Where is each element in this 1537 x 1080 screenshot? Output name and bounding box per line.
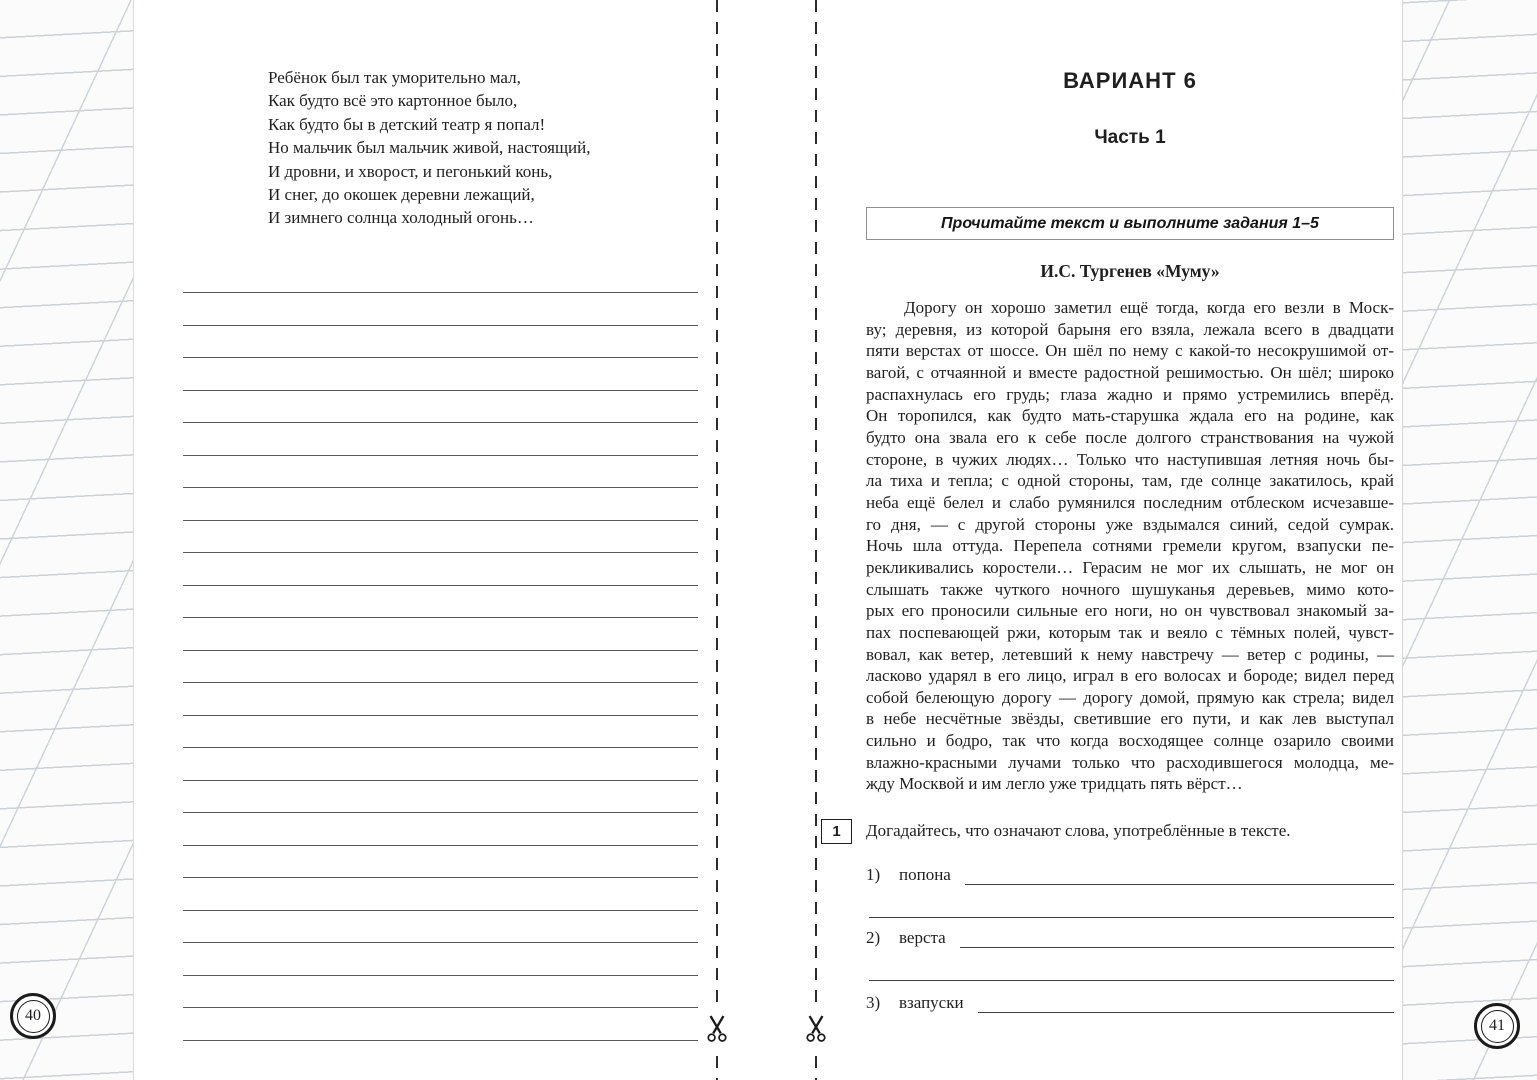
text-line: Дорогу он хорошо заметил ещё тогда, когда его везли в Моск- [904, 298, 1394, 317]
cut-dashed-line-left [716, 0, 718, 1080]
writing-line [183, 357, 698, 390]
task-item-1 [866, 861, 1394, 885]
task-item-word: взапуски [899, 993, 964, 1012]
text-line: Ночь шла оттуда. Перепела сотнями гремели кругом, взапуски пе- [866, 536, 1394, 556]
writing-line [183, 552, 698, 585]
text-line: собой белеющую дорогу — дорогу домой, прямую как стрела; видел [866, 687, 1394, 707]
writing-line [183, 1040, 698, 1073]
page-number-badge-left [10, 993, 56, 1039]
writing-line [183, 942, 698, 975]
writing-line [183, 650, 698, 683]
writing-line [183, 975, 698, 1008]
writing-line [183, 390, 698, 423]
task-number-box [821, 819, 852, 844]
text-line: Он торопился, как будто мать-старушка ждала его на родине, как [866, 406, 1394, 426]
writing-line [183, 715, 698, 748]
answer-blank-line [965, 860, 1394, 885]
poem-line: И зимнего солнца холодный огонь… [268, 208, 534, 228]
answer-blank-line [978, 988, 1394, 1013]
answer-blank-line [869, 980, 1394, 981]
answer-blank-line [869, 917, 1394, 918]
text-line: го дня, — с другой стороны уже вздымался синий, седой сумрак. [866, 514, 1394, 534]
part-title: Часть 1 [1094, 127, 1166, 148]
writing-line [183, 877, 698, 910]
writing-line [183, 455, 698, 488]
task-item-3 [866, 989, 1394, 1013]
writing-line [183, 585, 698, 618]
source-text-title: И.С. Тургенев «Муму» [1040, 261, 1220, 281]
text-line: пяти верстах от шоссе. Он шёл по нему с какой-то несокрушимой от- [866, 341, 1394, 361]
text-line: влажно-красными лучами только что расходившегося молодца, ме- [866, 752, 1394, 772]
writing-line [183, 520, 698, 553]
task-item-word: попона [899, 865, 951, 884]
task-item-number: 3) [866, 993, 881, 1012]
poem-line: Ребёнок был так уморительно мал, [268, 68, 521, 87]
writing-line [183, 682, 698, 715]
text-line: ласково ударял в его лицо, играл в его волосах и бороде; видел перед [866, 666, 1394, 686]
task-prompt: Догадайтесь, что означают слова, употреблённые в тексте. [866, 821, 1291, 840]
writing-line [183, 292, 698, 325]
page-number-badge-right [1474, 1003, 1520, 1049]
scissors-icon [802, 1012, 830, 1046]
writing-line [183, 617, 698, 650]
scissors-icon [703, 1012, 731, 1046]
poem-excerpt [268, 66, 590, 230]
poem-line: И дровни, и хворост, и пегонький конь, [268, 161, 553, 181]
text-line: рекликивались коростели… Герасим не мог их слышать, не мог он [866, 557, 1394, 577]
page-number-right: 41 [1481, 1010, 1514, 1043]
task-number: 1 [832, 823, 841, 840]
text-line: неба ещё белел и слабо румянился последним отблеском исчезавше- [866, 492, 1394, 512]
page-number-left: 40 [17, 1000, 50, 1033]
text-line: в небе несчётные звёзды, светившие его пути, и как лев выступал [866, 709, 1394, 729]
writing-line [183, 487, 698, 520]
writing-line [183, 845, 698, 878]
instruction-box [866, 207, 1394, 240]
text-line: распахнулась его грудь; глаза жадно и прямо устремились вперёд. [866, 384, 1394, 404]
instruction-text: Прочитайте текст и выполните задания 1–5 [941, 214, 1319, 232]
text-line: вовал, как ветер, летевший к нему навстречу — ветер с родины, — [866, 644, 1394, 664]
source-text [866, 297, 1394, 795]
writing-lines-area [183, 292, 698, 1072]
text-line: рых его проносили сильные его ноги, но он чувствовал знакомый за- [866, 601, 1394, 621]
writing-line [183, 325, 698, 358]
task-item-word: верста [899, 928, 946, 947]
poem-line: Но мальчик был мальчик живой, настоящий, [268, 138, 591, 158]
text-line: вагой, с отчаянной и вместе радостной решимостью. Он шёл; широко [866, 362, 1394, 382]
task-item-number: 1) [866, 865, 881, 884]
writing-line [183, 422, 698, 455]
text-line: будто она звала его к себе после долгого странствования на чужой [866, 427, 1394, 447]
poem-line: Как будто бы в детский театр я попал! [268, 114, 546, 134]
answer-blank-line [960, 923, 1394, 948]
writing-line [183, 780, 698, 813]
text-line: сильно и бодро, так что когда восходящее солнце озарило своими [866, 731, 1394, 751]
text-line: жду Москвой и им легло уже тридцать пять вёрст… [866, 774, 1243, 794]
writing-line [183, 747, 698, 780]
task-item-2 [866, 924, 1394, 948]
cut-dashed-line-right [815, 0, 817, 1080]
writing-line [183, 812, 698, 845]
poem-line: Как будто всё это картонное было, [268, 91, 518, 111]
text-line: пах поспевающей ржи, которым так и веяло с тёмных полей, чувст- [866, 622, 1394, 642]
writing-line [183, 1007, 698, 1040]
text-line: стороне, в чужих людях… Только что наступившая летняя ночь бы- [866, 449, 1394, 469]
text-line: ла тиха и тепла; с одной стороны, там, где солнце закатилось, край [866, 471, 1394, 491]
task-item-number: 2) [866, 928, 881, 947]
text-line: слышать также чуткого ночного шушуканья деревьев, мимо кото- [866, 579, 1394, 599]
writing-line [183, 910, 698, 943]
poem-line: И снег, до окошек деревни лежащий, [268, 185, 535, 205]
variant-title: ВАРИАНТ 6 [1063, 68, 1197, 93]
text-line: ву; деревня, из которой барыня его взяла, лежала всего в двадцати [866, 319, 1394, 339]
